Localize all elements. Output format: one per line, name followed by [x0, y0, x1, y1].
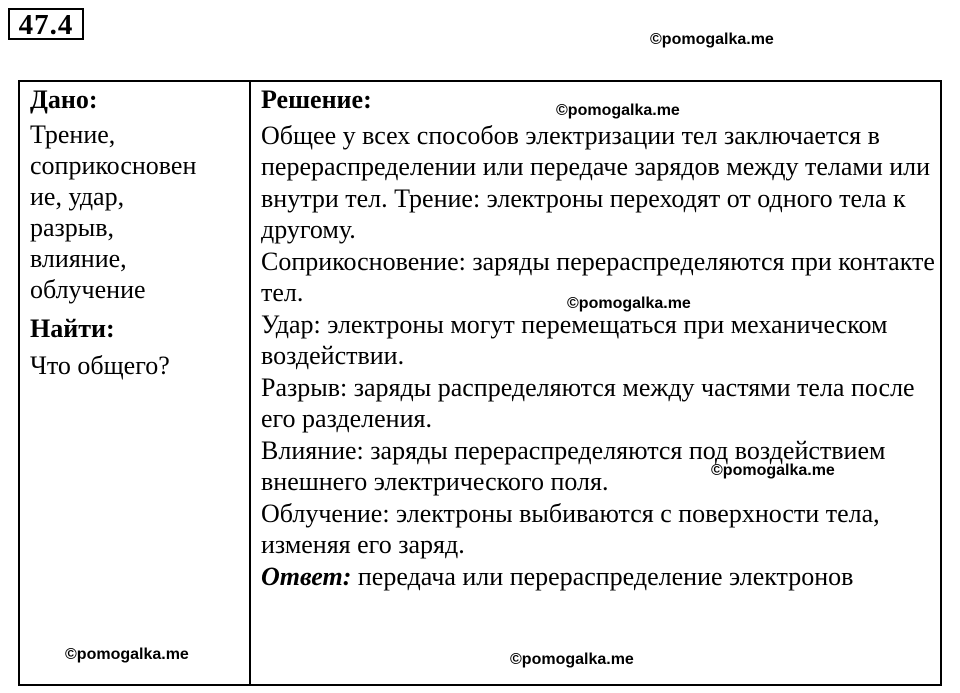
solution-heading: Решение: — [261, 85, 372, 114]
find-heading: Найти: — [30, 314, 115, 343]
solution-paragraph: Общее у всех способов электризации тел заключается в перераспределении или передаче зарядов между телами или внутри тел. Трение: электроны переходят от одного тела к другому. — [261, 120, 931, 244]
watermark: ©pomogalka.me — [567, 295, 691, 312]
watermark: ©pomogalka.me — [556, 102, 680, 119]
given-line: влияние, — [30, 244, 127, 273]
given-line: Трение, — [30, 120, 116, 149]
solution-paragraph: Соприкосновение: заряды перераспределяются при контакте тел. — [261, 246, 935, 307]
watermark: ©pomogalka.me — [510, 651, 634, 668]
watermark: ©pomogalka.me — [711, 462, 835, 479]
watermark: ©pomogalka.me — [650, 31, 774, 48]
answer-text: передача или перераспределение электронов — [351, 561, 854, 591]
given-line: соприкосновен — [30, 151, 197, 180]
solution-paragraph: Влияние: заряды перераспределяются под воздействием внешнего электрического поля. — [261, 435, 886, 496]
watermark: ©pomogalka.me — [65, 646, 189, 663]
task-table — [18, 80, 942, 686]
answer-label: Ответ: — [261, 561, 352, 591]
given-line: ие, удар, — [30, 182, 125, 211]
given-line: облучение — [30, 275, 146, 304]
given-heading: Дано: — [30, 85, 98, 114]
solution-column — [251, 82, 940, 684]
answer — [261, 561, 940, 593]
find-text: Что общего? — [30, 351, 170, 380]
given-line: разрыв, — [30, 213, 115, 242]
solution-paragraph: Удар: электроны могут перемещаться при механическом воздействии. — [261, 309, 888, 370]
solution-paragraph: Разрыв: заряды распределяются между частями тела после его разделения. — [261, 372, 915, 433]
problem-number: 47.4 — [8, 8, 84, 40]
solution-paragraph: Облучение: электроны выбиваются с поверхности тела, изменяя его заряд. — [261, 498, 880, 559]
given-column — [20, 82, 251, 684]
